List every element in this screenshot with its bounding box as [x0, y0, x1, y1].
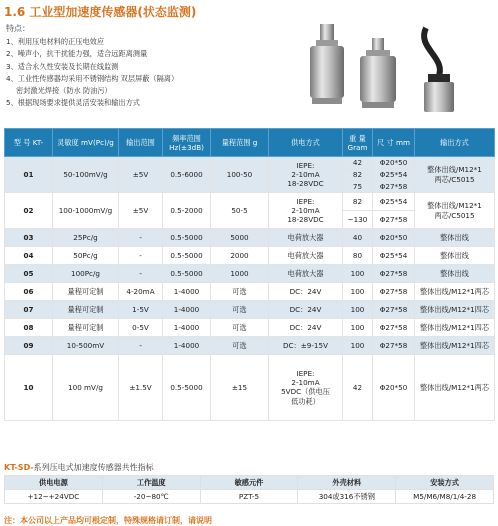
frequency-cell: 1-4000 — [163, 301, 211, 319]
common-value-cell: +12~+24VDC — [5, 490, 103, 504]
size-value: Φ27*58 — [379, 182, 408, 191]
size-value: Φ25*54 — [373, 193, 414, 211]
range-cell: ±15 — [211, 355, 269, 421]
size-value: Φ27*58 — [379, 215, 408, 224]
feature-item: 1、利用压电材料的正压电效应 — [6, 37, 105, 46]
range-cell: 可选 — [211, 319, 269, 337]
power-cell: DC：±9-15V — [269, 337, 343, 355]
common-value-cell: PZT-5 — [200, 490, 298, 504]
table-row — [5, 283, 495, 301]
sensitivity-cell: 50-100mV/g — [53, 157, 119, 193]
header-output-range: 输出范围 — [119, 129, 163, 157]
weight-cell: 80 — [343, 247, 373, 265]
weight-cell: 100 — [343, 283, 373, 301]
common-title-text: 系列压电式加速度传感器共性指标 — [33, 463, 154, 472]
table-row — [5, 355, 495, 421]
section-title: 1.6 工业型加速度传感器(状态监测) — [4, 5, 197, 19]
output-range-cell: - — [119, 265, 163, 283]
frequency-cell: 1-4000 — [163, 319, 211, 337]
model-cell: 01 — [5, 157, 53, 193]
output-range-cell: 4-20mA — [119, 283, 163, 301]
weight-cell: 40 — [343, 229, 373, 247]
sensitivity-cell: 25Pc/g — [53, 229, 119, 247]
power-cell: DC：24V — [269, 301, 343, 319]
series-prefix: KT-SD- — [4, 463, 34, 472]
header-size: 尺 寸 mm — [373, 129, 415, 157]
size-value: Φ25*54 — [373, 169, 414, 181]
weight-value: 75 — [352, 182, 363, 191]
table-row — [5, 229, 495, 247]
output-range-cell: 0-5V — [119, 319, 163, 337]
table-row — [5, 319, 495, 337]
power-cell: IEPE: 2-10mA 5VDC（供电压 低功耗） — [269, 355, 343, 421]
output-range-cell: ±5V — [119, 193, 163, 229]
frequency-cell: 1-4000 — [163, 337, 211, 355]
product-photo — [288, 18, 468, 118]
spec-table — [4, 128, 495, 421]
weight-cell: 100 — [343, 265, 373, 283]
weight-value: 82 — [343, 193, 372, 211]
frequency-cell: 0.5-5000 — [163, 247, 211, 265]
power-cell: IEPE: 2-10mA 18-28VDC — [269, 157, 343, 193]
model-cell: 09 — [5, 337, 53, 355]
common-value-cell: 304或316不锈钢 — [298, 490, 396, 504]
model-cell: 05 — [5, 265, 53, 283]
common-value-cell: -20~80℃ — [102, 490, 200, 504]
output-range-cell: - — [119, 229, 163, 247]
size-cell — [373, 193, 415, 229]
weight-cell: 100 — [343, 337, 373, 355]
size-cell: Φ27*58 — [373, 301, 415, 319]
output-mode-cell: 整体出线 — [415, 265, 495, 283]
common-header-cell: 安装方式 — [396, 476, 494, 490]
size-cell: Φ27*58 — [373, 265, 415, 283]
weight-cell: 100 — [343, 301, 373, 319]
size-cell: Φ27*58 — [373, 337, 415, 355]
sensitivity-cell: 10-500mV — [53, 337, 119, 355]
sensor-1-image — [310, 24, 344, 104]
header-range: 量程范围 g — [211, 129, 269, 157]
output-range-cell: - — [119, 337, 163, 355]
sensitivity-cell: 50Pc/g — [53, 247, 119, 265]
model-cell: 10 — [5, 355, 53, 421]
output-range-cell: - — [119, 247, 163, 265]
model-cell: 07 — [5, 301, 53, 319]
common-value-row — [5, 490, 494, 504]
common-specs-title — [4, 462, 154, 473]
sensitivity-cell: 100-1000mV/g — [53, 193, 119, 229]
header-model: 型 号 KT- — [5, 129, 53, 157]
range-cell: 50-5 — [211, 193, 269, 229]
sensitivity-cell: 量程可定制 — [53, 283, 119, 301]
sensor-3-image — [424, 28, 454, 112]
output-mode-cell: 整体出线/M12*1四芯 — [415, 319, 495, 337]
output-mode-cell: 整体出线 — [415, 247, 495, 265]
output-mode-cell: 整体出线/M12*1两芯 — [415, 355, 495, 421]
weight-cell — [343, 157, 373, 193]
sensitivity-cell: 量程可定制 — [53, 319, 119, 337]
table-row — [5, 157, 495, 193]
size-cell: Φ25*54 — [373, 247, 415, 265]
power-cell: 电荷放大器 — [269, 229, 343, 247]
output-range-cell: ±1.5V — [119, 355, 163, 421]
header-frequency: 频率范围 Hz(±3dB) — [163, 129, 211, 157]
size-cell: Φ20*50 — [373, 355, 415, 421]
common-header-cell: 外壳材料 — [298, 476, 396, 490]
feature-item: 4、工业性传感器均采用不锈钢结构 双层屏蔽（隔离） — [6, 73, 179, 83]
frequency-cell: 0.5-5000 — [163, 265, 211, 283]
frequency-cell: 1-4000 — [163, 283, 211, 301]
output-mode-cell: 整体出线/M12*1 两芯/C5015 — [415, 157, 495, 193]
header-weight: 重 量 Gram — [343, 129, 373, 157]
header-power: 供电方式 — [269, 129, 343, 157]
feature-item: 2、噪声小，抗干扰能力强，适合远距离测量 — [6, 49, 148, 59]
output-range-cell: 1-5V — [119, 301, 163, 319]
weight-cell: 100 — [343, 319, 373, 337]
weight-cell — [343, 193, 373, 229]
sensitivity-cell: 100 mV/g — [53, 355, 119, 421]
common-value-cell: M5/M6/M8/1/4-28 — [396, 490, 494, 504]
range-cell: 可选 — [211, 283, 269, 301]
feature-item: 5、根据现场要求提供灵活安装和输出方式 — [6, 98, 140, 108]
common-specs-table — [4, 475, 494, 504]
size-cell: Φ20*50 — [373, 229, 415, 247]
model-cell: 04 — [5, 247, 53, 265]
weight-value: 42 — [343, 157, 372, 169]
power-cell: 电荷放大器 — [269, 247, 343, 265]
feature-item: 密封激光焊接（防水 防油污） — [16, 86, 112, 96]
common-header-cell: 工作温度 — [102, 476, 200, 490]
power-cell: 电荷放大器 — [269, 265, 343, 283]
header-sensitivity: 灵敏度 mV(Pc)/g — [53, 129, 119, 157]
output-mode-cell: 整体出线/M12*1两芯 — [415, 283, 495, 301]
range-cell: 1000 — [211, 265, 269, 283]
model-cell: 06 — [5, 283, 53, 301]
sensitivity-cell: 量程可定制 — [53, 301, 119, 319]
sensitivity-cell: 100Pc/g — [53, 265, 119, 283]
output-mode-cell: 整体出线/M12*1四芯 — [415, 337, 495, 355]
footer-note: 注：本公司以上产品均可根定制，特殊规格请订制，请说明 — [4, 516, 212, 525]
output-mode-cell: 整体出线/M12*1四芯 — [415, 301, 495, 319]
feature-item: 3、适合永久性安装及长期在线监测 — [6, 61, 119, 71]
table-row — [5, 265, 495, 283]
table-row — [5, 193, 495, 229]
header-output-mode: 输出方式 — [415, 129, 495, 157]
power-cell: DC：24V — [269, 283, 343, 301]
output-mode-cell: 整体出线/M12*1 两芯/C5015 — [415, 193, 495, 229]
model-cell: 03 — [5, 229, 53, 247]
power-cell: IEPE: 2-10mA 18-28VDC — [269, 193, 343, 229]
frequency-cell: 0.5-5000 — [163, 355, 211, 421]
frequency-cell: 0.5-5000 — [163, 229, 211, 247]
range-cell: 2000 — [211, 247, 269, 265]
power-cell: DC：24V — [269, 319, 343, 337]
frequency-cell: 0.5-6000 — [163, 157, 211, 193]
table-row — [5, 301, 495, 319]
size-cell — [373, 157, 415, 193]
common-header-cell: 敏感元件 — [200, 476, 298, 490]
range-cell: 5000 — [211, 229, 269, 247]
model-cell: 08 — [5, 319, 53, 337]
frequency-cell: 0.5-2000 — [163, 193, 211, 229]
features-heading: 特点： — [6, 24, 30, 33]
range-cell: 可选 — [211, 301, 269, 319]
range-cell: 100-50 — [211, 157, 269, 193]
weight-cell: 42 — [343, 355, 373, 421]
spec-header-row — [5, 129, 495, 157]
output-mode-cell: 整体出线 — [415, 229, 495, 247]
size-cell: Φ27*58 — [373, 319, 415, 337]
size-value: Φ20*50 — [373, 157, 414, 169]
weight-value: 82 — [343, 169, 372, 181]
common-header-row — [5, 476, 494, 490]
sensor-2-image — [360, 38, 396, 108]
table-row — [5, 247, 495, 265]
model-cell: 02 — [5, 193, 53, 229]
output-range-cell: ±5V — [119, 157, 163, 193]
range-cell: 可选 — [211, 337, 269, 355]
common-header-cell: 供电电源 — [5, 476, 103, 490]
features-list — [6, 36, 178, 110]
weight-value: ~130 — [347, 215, 368, 224]
table-row — [5, 337, 495, 355]
size-cell: Φ27*58 — [373, 283, 415, 301]
